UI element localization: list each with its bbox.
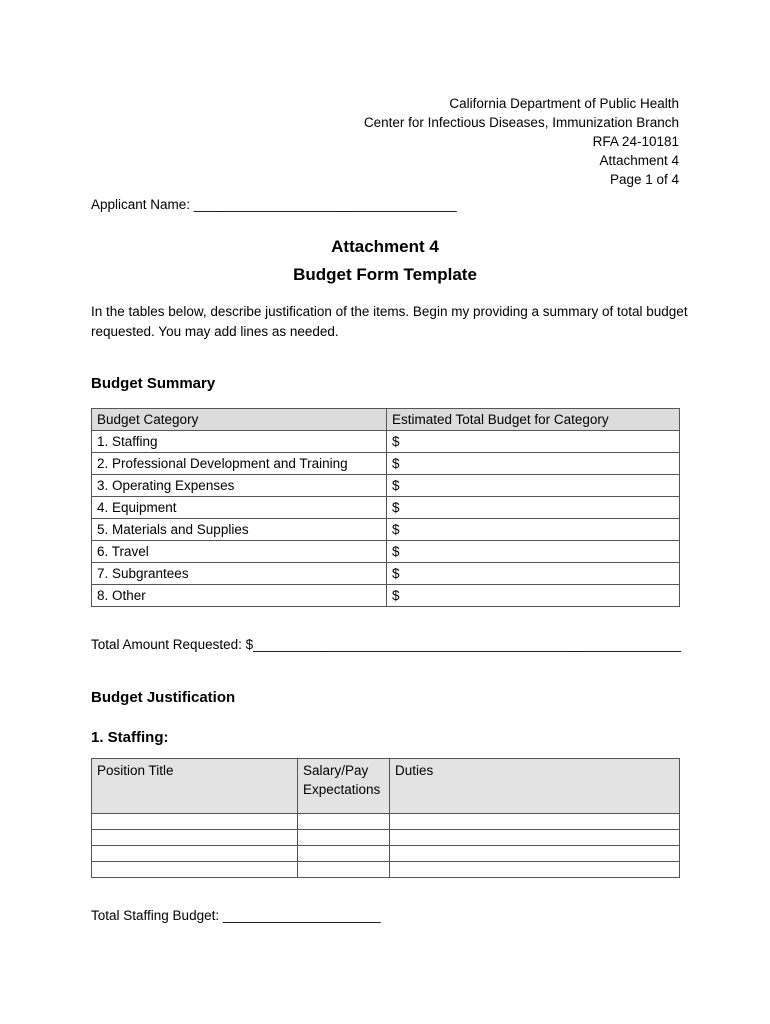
header-rfa: RFA 24-10181 (592, 134, 679, 149)
empty-cell (92, 846, 298, 862)
amount-cell: $ (387, 563, 680, 585)
category-cell: 1. Staffing (92, 431, 387, 453)
empty-cell (390, 846, 680, 862)
table-row (92, 585, 680, 607)
column-header-position-title: Position Title (92, 759, 298, 814)
category-cell: 8. Other (92, 585, 387, 607)
empty-cell (92, 862, 298, 878)
category-cell: 6. Travel (92, 541, 387, 563)
amount-cell: $ (387, 497, 680, 519)
empty-cell (390, 862, 680, 878)
header-page-number: Page 1 of 4 (609, 172, 679, 187)
table-row (92, 814, 680, 830)
category-cell: 5. Materials and Supplies (92, 519, 387, 541)
budget-summary-heading: Budget Summary (91, 375, 216, 392)
empty-cell (298, 814, 390, 830)
amount-cell: $ (387, 431, 680, 453)
table-row (92, 862, 680, 878)
header-department: California Department of Public Health (449, 96, 679, 111)
column-header-duties: Duties (390, 759, 680, 814)
budget-justification-heading: Budget Justification (91, 689, 236, 706)
amount-cell: $ (387, 475, 680, 497)
amount-cell: $ (387, 585, 680, 607)
applicant-name-field: Applicant Name: ___________________________________ (91, 197, 457, 212)
table-row (92, 453, 680, 475)
title-budget-form: Budget Form Template (293, 265, 477, 284)
intro-paragraph: In the tables below, describe justification of the items. Begin my providing a summary of total budget requested. You may add lines as needed. (91, 304, 688, 339)
salary-header-line2: Expectations (303, 782, 381, 797)
document-title (0, 233, 770, 289)
column-header-estimated-total: Estimated Total Budget for Category (387, 409, 680, 431)
table-row (92, 431, 680, 453)
amount-cell: $ (387, 541, 680, 563)
amount-cell: $ (387, 453, 680, 475)
header-center: Center for Infectious Diseases, Immunization Branch (363, 115, 679, 130)
empty-cell (390, 830, 680, 846)
table-row (92, 497, 680, 519)
header-attachment: Attachment 4 (599, 153, 679, 168)
category-cell: 7. Subgrantees (92, 563, 387, 585)
budget-summary-table (91, 408, 680, 607)
category-cell: 2. Professional Development and Training (92, 453, 387, 475)
category-cell: 3. Operating Expenses (92, 475, 387, 497)
empty-cell (390, 814, 680, 830)
table-header-row (92, 759, 680, 814)
title-attachment: Attachment 4 (331, 237, 439, 256)
column-header-salary (298, 759, 390, 814)
table-row (92, 475, 680, 497)
empty-cell (92, 830, 298, 846)
column-header-category: Budget Category (92, 409, 387, 431)
table-row (92, 563, 680, 585)
total-amount-requested-field: Total Amount Requested: $_________________________________________________________ (91, 637, 682, 652)
empty-cell (298, 830, 390, 846)
empty-cell (298, 862, 390, 878)
document-header (364, 94, 679, 189)
staffing-table (91, 758, 680, 878)
salary-header-line1: Salary/Pay (303, 763, 369, 778)
total-staffing-budget-field: Total Staffing Budget: _____________________ (91, 908, 381, 923)
table-row (92, 541, 680, 563)
empty-cell (92, 814, 298, 830)
category-cell: 4. Equipment (92, 497, 387, 519)
staffing-heading: 1. Staffing: (91, 729, 169, 746)
table-row (92, 830, 680, 846)
amount-cell: $ (387, 519, 680, 541)
table-row (92, 519, 680, 541)
table-row (92, 846, 680, 862)
table-header-row (92, 409, 680, 431)
empty-cell (298, 846, 390, 862)
